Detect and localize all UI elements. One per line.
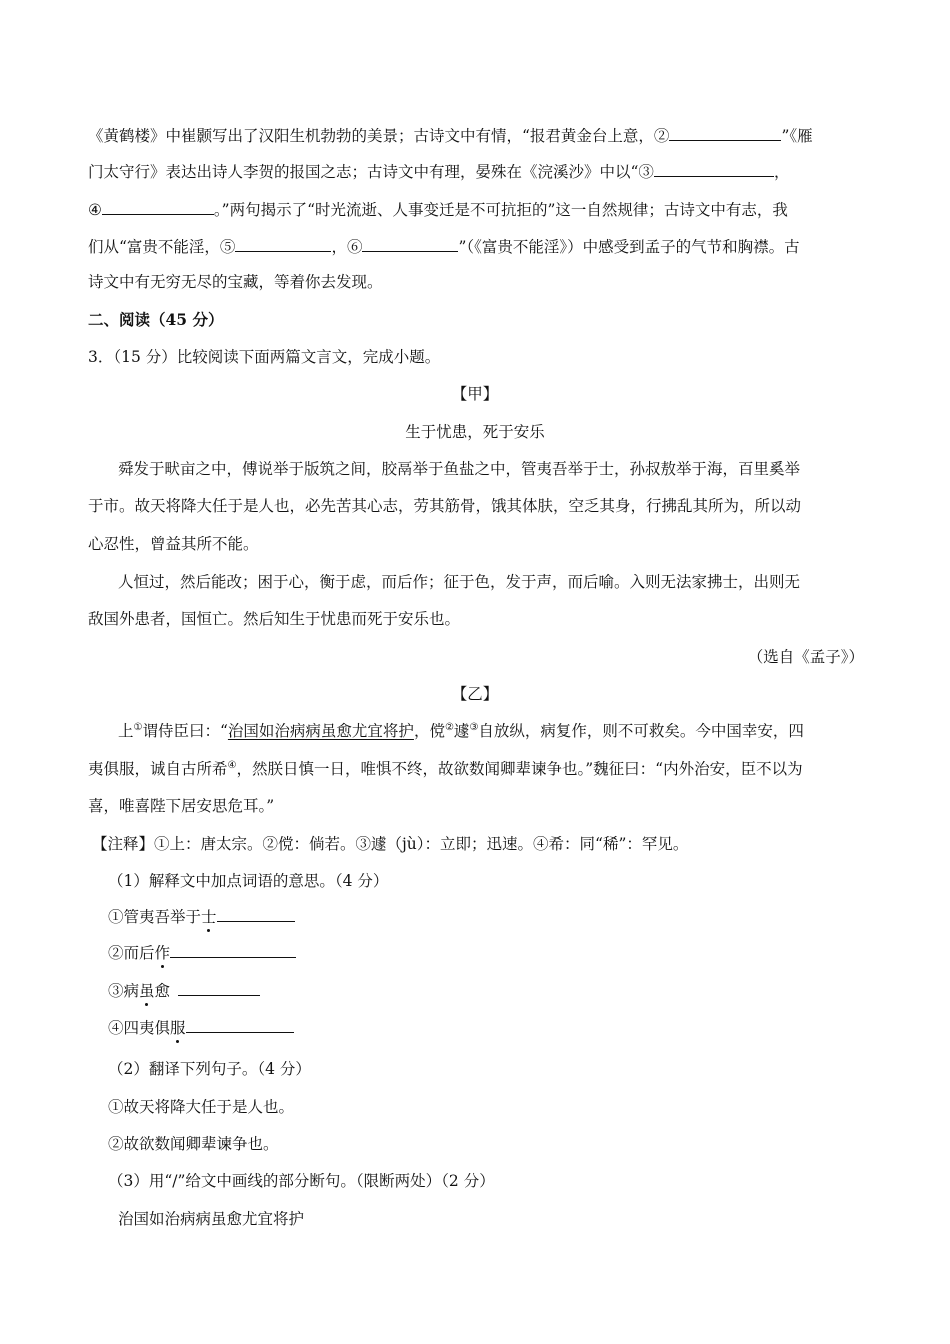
text-yi-label: 【乙】 [451,685,499,703]
poetry-line-2: 门太守行》表达出诗人李贺的报国之志；古诗文中有理，晏殊在《浣溪沙》中以“③ ， [88,160,864,182]
jia-paragraph-2-line-2: 敌国外患者，国恒亡。然后知生于忧患而死于安乐也。 [88,610,461,628]
dotted-word: 服 [170,1019,186,1037]
poetry-line-1: 《黄鹤楼》中崔颢写出了汉阳生机勃勃的美景；古诗文中有情，“报君黄金台上意，② ”《雁 [88,124,864,146]
annotation-notes: 【注释】①上：唐太宗。②傥：倘若。③遽（jù）：立即；迅速。④希：同“稀”：罕见。 [92,835,689,853]
poetry-line-5: 诗文中有无穷无尽的宝藏，等着你去发现。 [88,273,383,291]
blank-4[interactable] [102,198,214,215]
subquestion-2-item-2: ②故欲数闻卿辈谏争也。 [108,1135,279,1153]
subquestion-3-sentence: 治国如治病病虽愈尤宜将护 [118,1210,305,1228]
poetry-line-4: 们从“富贵不能淫，⑤ ，⑥ ”（《富贵不能淫》）中感受到孟子的气节和胸襟。古 [88,235,864,257]
poetry-line-3: ④ 。”两句揭示了“时光流逝、人事变迁是不可抗拒的”这一自然规律；古诗文中有志，我 [88,198,864,220]
subquestion-1-item-4: ④四夷俱服 [108,1016,294,1038]
blank-6[interactable] [362,235,458,252]
section-heading: 二、阅读（45 分） [88,310,224,329]
question-3-prompt: 3．（15 分）比较阅读下面两篇文言文，完成小题。 [88,348,441,366]
yi-line-1: 上①谓侍臣曰：“治国如治病病虽愈尤宜将护，傥②遽③自放纵，病复作，则不可救矣。今中国幸安，四 [118,721,804,740]
blank-2[interactable] [669,124,781,141]
answer-blank-4[interactable] [186,1016,294,1033]
text-jia-title: 生于忧患，死于安乐 [405,423,545,441]
subquestion-2-title: （2）翻译下列句子。（4 分） [108,1060,311,1078]
subquestion-2-item-1: ①故天将降大任于是人也。 [108,1098,295,1116]
dotted-word: 作 [154,944,171,962]
subquestion-1-title: （1）解释文中加点词语的意思。（4 分） [108,872,389,890]
jia-paragraph-1-line-3: 心忍性，曾益其所不能。 [88,535,259,553]
jia-source: （选自《孟子》） [747,648,864,666]
text-jia-label: 【甲】 [451,385,499,403]
jia-paragraph-1-line-1: 舜发于畎亩之中，傅说举于版筑之间，胶鬲举于鱼盐之中，管夷吾举于士，孙叔敖举于海，百里奚举 [118,460,801,478]
blank-3[interactable] [654,160,774,177]
jia-paragraph-2-line-1: 人恒过，然后能改；困于心，衡于虑，而后作；征于色，发于声，而后喻。入则无法家拂士，出则无 [118,573,801,591]
answer-blank-1[interactable] [217,905,295,922]
dotted-word: 士 [201,908,217,926]
yi-line-2: 夷俱服，诚自古所希④，然朕日慎一日，唯惧不终，故欲数闻卿辈谏争也。”魏征曰：“内外治安，臣不以为 [88,759,803,778]
jia-paragraph-1-line-2: 于市。故天将降大任于是人也，必先苦其心志，劳其筋骨，饿其体肤，空乏其身，行拂乱其所为，所以动 [88,497,802,515]
subquestion-1-item-2: ②而后作 [108,941,296,963]
yi-line-3: 喜，唯喜陛下居安思危耳。” [88,797,275,815]
answer-blank-2[interactable] [170,941,296,958]
underlined-sentence: 治国如治病病虽愈尤宜将护 [227,722,414,740]
dotted-word: 虽 [139,982,155,1000]
subquestion-1-item-1: ①管夷吾举于士 [108,905,295,927]
answer-blank-3[interactable] [178,979,260,996]
subquestion-3-title: （3）用“/”给文中画线的部分断句。（限断两处）（2 分） [108,1172,495,1190]
subquestion-1-item-3: ③病虽愈 [108,979,260,1001]
blank-5[interactable] [235,235,331,252]
